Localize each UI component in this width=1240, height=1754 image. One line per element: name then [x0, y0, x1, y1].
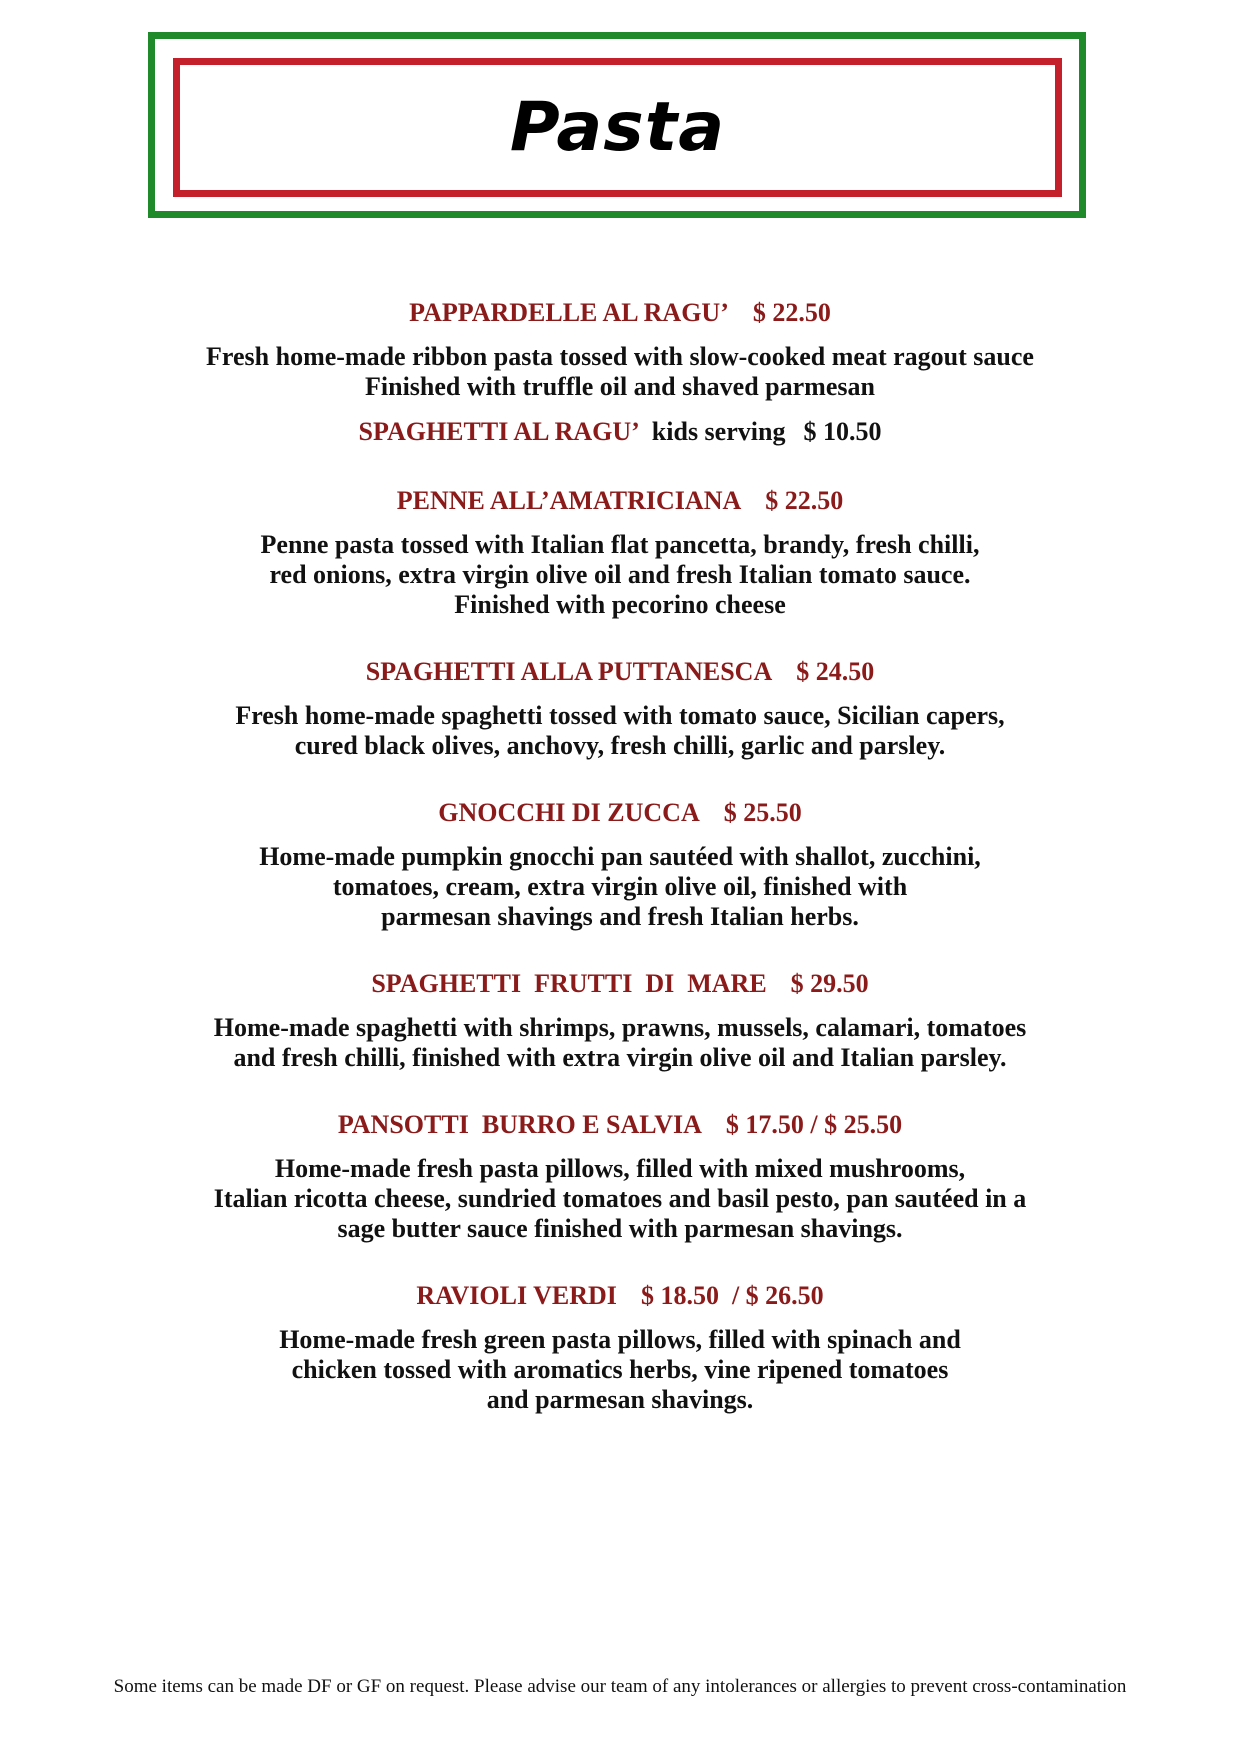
menu-item-name: PAPPARDELLE AL RAGU’: [409, 298, 729, 327]
description-line: Home-made pumpkin gnocchi pan sautéed with shallot, zucchini,: [259, 842, 981, 871]
menu-item-description: [0, 842, 1240, 932]
menu-item-price: $ 18.50 / $ 26.50: [640, 1281, 824, 1310]
menu-item-price: $ 24.50: [796, 657, 875, 686]
title-inner-frame: [173, 58, 1062, 197]
menu-item-name: PANSOTTI BURRO E SALVIA: [337, 1110, 702, 1139]
menu-item: [0, 1108, 1240, 1244]
menu-item: [0, 484, 1240, 620]
kids-item-name: SPAGHETTI AL RAGU’: [358, 417, 640, 446]
description-line: and parmesan shavings.: [486, 1385, 754, 1414]
description-line: parmesan shavings and fresh Italian herbs.: [381, 902, 859, 931]
menu-item-price: $ 17.50 / $ 25.50: [725, 1110, 903, 1139]
menu-item-name: PENNE ALL’AMATRICIANA: [396, 486, 742, 515]
menu-item-name: SPAGHETTI FRUTTI DI MARE: [371, 969, 767, 998]
allergy-footer-note: Some items can be made DF or GF on request. Please advise our team of any intolerances or allergies to prevent cross-contamination: [113, 1676, 1127, 1697]
description-line: Penne pasta tossed with Italian flat pancetta, brandy, fresh chilli,: [260, 530, 980, 559]
description-line: tomatoes, cream, extra virgin olive oil, finished with: [332, 872, 908, 901]
menu-item-name: RAVIOLI VERDI: [416, 1281, 617, 1310]
menu-item-heading: [0, 655, 1240, 689]
description-line: Home-made fresh green pasta pillows, filled with spinach and: [279, 1325, 961, 1354]
menu-item-description: [0, 530, 1240, 620]
description-line: Fresh home-made spaghetti tossed with tomato sauce, Sicilian capers,: [235, 701, 1005, 730]
menu-list: [0, 296, 1240, 1415]
kids-item-heading: [0, 415, 1240, 449]
description-line: Italian ricotta cheese, sundried tomatoes and basil pesto, pan sautéed in a: [213, 1184, 1027, 1213]
menu-item: [0, 296, 1240, 402]
menu-item-heading: [0, 296, 1240, 330]
page-title: Pasta: [509, 88, 726, 167]
menu-item-heading: [0, 796, 1240, 830]
menu-item: [0, 967, 1240, 1073]
kids-item-price: $ 10.50: [803, 417, 882, 446]
menu-item-price: $ 22.50: [765, 486, 844, 515]
menu-item-name: GNOCCHI DI ZUCCA: [438, 798, 700, 827]
menu-item-description: [0, 1013, 1240, 1073]
description-line: and fresh chilli, finished with extra virgin olive oil and Italian parsley.: [233, 1043, 1007, 1072]
menu-item-heading: [0, 1108, 1240, 1142]
menu-item-description: [0, 1154, 1240, 1244]
menu-item-heading: [0, 484, 1240, 518]
description-line: cured black olives, anchovy, fresh chilli, garlic and parsley.: [294, 731, 946, 760]
menu-item-price: $ 25.50: [723, 798, 802, 827]
description-line: Finished with truffle oil and shaved parmesan: [365, 372, 875, 401]
description-line: sage butter sauce finished with parmesan shavings.: [337, 1214, 903, 1243]
menu-item: [0, 796, 1240, 932]
description-line: Finished with pecorino cheese: [454, 590, 786, 619]
menu-item-price: $ 29.50: [790, 969, 869, 998]
menu-item-description: [0, 342, 1240, 402]
description-line: Fresh home-made ribbon pasta tossed with slow-cooked meat ragout sauce: [206, 342, 1034, 371]
menu-item-description: [0, 1325, 1240, 1415]
menu-item-heading: [0, 1279, 1240, 1313]
description-line: Home-made spaghetti with shrimps, prawns, mussels, calamari, tomatoes: [213, 1013, 1027, 1042]
menu-item-description: [0, 701, 1240, 761]
description-line: red onions, extra virgin olive oil and fresh Italian tomato sauce.: [269, 560, 971, 589]
menu-item: [0, 1279, 1240, 1415]
menu-item-name: SPAGHETTI ALLA PUTTANESCA: [365, 657, 773, 686]
kids-item-note: kids serving: [651, 417, 786, 446]
menu-item-heading: [0, 967, 1240, 1001]
menu-item-price: $ 22.50: [752, 298, 831, 327]
menu-item: [0, 655, 1240, 761]
description-line: Home-made fresh pasta pillows, filled with mixed mushrooms,: [274, 1154, 966, 1183]
description-line: chicken tossed with aromatics herbs, vine ripened tomatoes: [291, 1355, 949, 1384]
